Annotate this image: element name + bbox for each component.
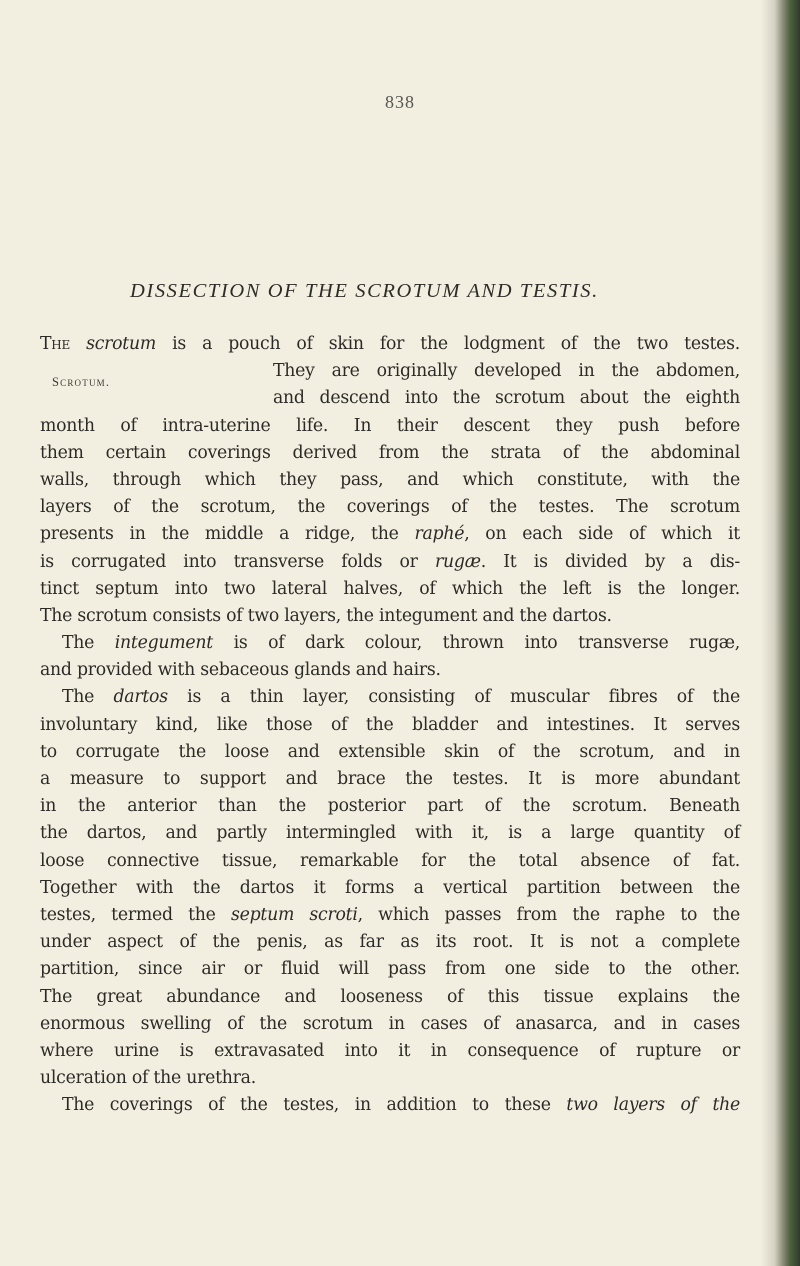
italic-term: rugæ [435, 551, 481, 572]
text-line [40, 793, 740, 820]
text-run: where urine is extravasated into it in consequence of rupture or [40, 1040, 740, 1061]
text-line [40, 848, 740, 875]
text-run: , on each side of which it [464, 524, 741, 545]
text-run [70, 334, 86, 354]
body-text [40, 331, 740, 1119]
text-line [40, 875, 740, 902]
text-line [40, 984, 740, 1011]
text-run: presents in the middle a ridge, the [40, 524, 415, 545]
text-run: the dartos, and partly intermingled with it, is a large quantity of [40, 823, 740, 844]
text-run: tinct septum into two lateral halves, of which the left is the longer. [40, 578, 740, 599]
text-run: The [62, 687, 114, 708]
text-line [40, 630, 740, 657]
text-line [40, 1065, 740, 1092]
italic-term: two layers of the [566, 1095, 741, 1116]
text-line [40, 576, 740, 603]
text-run: is corrugated into transverse folds or [40, 551, 435, 572]
text-run: a measure to support and brace the testes. It is more abundant [40, 769, 740, 789]
text-run: is a thin layer, consisting of muscular fibres of the [167, 687, 740, 708]
text-run: and descend into the scrotum about the eighth [273, 388, 740, 409]
text-line [40, 929, 740, 956]
italic-term: septum scroti [230, 904, 358, 925]
text-line [40, 331, 740, 358]
text-run: Together with the dartos it forms a vertical partition between the [40, 877, 740, 898]
text-run: is a pouch of skin for the lodgment of the two testes. [156, 334, 740, 354]
text-run: layers of the scrotum, the coverings of the testes. The scrotum [40, 497, 740, 518]
text-line [40, 521, 740, 548]
text-run: The scrotum consists of two layers, the integument and the dartos. [40, 605, 612, 626]
text-run: month of intra-uterine life. In their descent they push before [40, 415, 740, 436]
text-run: The [40, 334, 71, 354]
text-run: under aspect of the penis, as far as its root. It is not a complete [40, 932, 740, 953]
text-line [40, 358, 740, 385]
text-run: , which passes from the raphe to the [357, 904, 740, 925]
text-run: enormous swelling of the scrotum in cases of anasarca, and in cases [40, 1013, 740, 1034]
text-run: in the anterior than the posterior part of the scrotum. Beneath [40, 796, 740, 817]
text-run: partition, since air or fluid will pass from one side to the other. [40, 959, 740, 980]
text-line [40, 820, 740, 847]
text-line [40, 467, 740, 494]
text-run: The great abundance and looseness of this tissue explains the [40, 986, 740, 1007]
text-line [40, 712, 740, 739]
section-heading: DISSECTION OF THE SCROTUM AND TESTIS. [130, 280, 599, 302]
text-line [40, 766, 740, 793]
text-run: testes, termed the [40, 904, 231, 925]
italic-term: scrotum [86, 334, 157, 354]
text-line [40, 902, 740, 929]
text-line [40, 494, 740, 521]
text-line [40, 413, 740, 440]
text-line [40, 739, 740, 766]
book-edge [774, 0, 800, 1266]
text-run: ulceration of the urethra. [40, 1068, 256, 1089]
text-run: is of dark colour, thrown into transverse rugæ, [212, 633, 740, 654]
text-line [40, 1038, 740, 1065]
page-edge-shadow [760, 0, 774, 1266]
text-line [40, 956, 740, 983]
text-line [40, 549, 740, 576]
text-line [40, 657, 740, 684]
italic-term: integument [114, 633, 213, 654]
text-run: loose connective tissue, remarkable for the total absence of fat. [40, 850, 740, 871]
text-run: and provided with sebaceous glands and hairs. [40, 660, 441, 681]
margin-note: Scrotum. [52, 375, 111, 389]
text-run: The coverings of the testes, in addition to these [62, 1095, 567, 1116]
text-line [40, 1011, 740, 1038]
text-run: to corrugate the loose and extensible skin of the scrotum, and in [40, 741, 740, 762]
text-line [40, 440, 740, 467]
text-run: . It is divided by a dis- [480, 551, 740, 572]
italic-term: raphé [414, 524, 465, 545]
text-run: They are originally developed in the abdomen, [273, 361, 740, 382]
text-run: them certain coverings derived from the strata of the abdominal [40, 442, 740, 463]
text-line [40, 684, 740, 711]
text-line [40, 603, 740, 630]
text-line [40, 1092, 740, 1119]
page-number: 838 [385, 92, 415, 112]
italic-term: dartos [113, 687, 168, 708]
text-run: involuntary kind, like those of the bladder and intestines. It serves [40, 714, 740, 735]
text-line [40, 385, 740, 412]
text-run: walls, through which they pass, and which constitute, with the [40, 469, 740, 490]
text-run: The [62, 633, 115, 654]
